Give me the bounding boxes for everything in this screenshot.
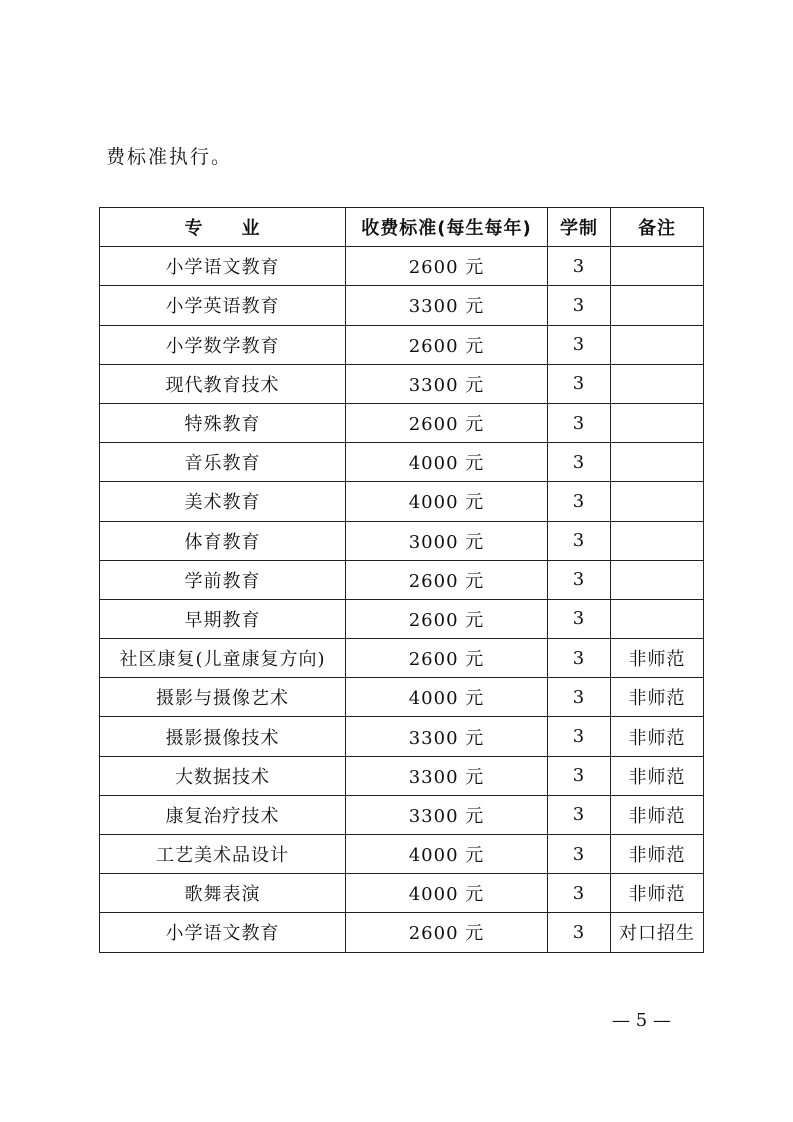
cell-fee: 2600 元 xyxy=(346,913,548,952)
cell-remarks xyxy=(611,599,704,638)
cell-major: 工艺美术品设计 xyxy=(100,835,346,874)
cell-duration: 3 xyxy=(548,325,611,364)
cell-duration: 3 xyxy=(548,678,611,717)
cell-remarks xyxy=(611,443,704,482)
cell-fee: 4000 元 xyxy=(346,874,548,913)
cell-fee: 2600 元 xyxy=(346,403,548,442)
cell-major: 学前教育 xyxy=(100,560,346,599)
cell-fee: 4000 元 xyxy=(346,482,548,521)
cell-duration: 3 xyxy=(548,443,611,482)
cell-major: 体育教育 xyxy=(100,521,346,560)
cell-remarks: 对口招生 xyxy=(611,913,704,952)
cell-remarks xyxy=(611,521,704,560)
cell-major: 音乐教育 xyxy=(100,443,346,482)
cell-duration: 3 xyxy=(548,835,611,874)
cell-fee: 3300 元 xyxy=(346,364,548,403)
cell-duration: 3 xyxy=(548,247,611,286)
cell-fee: 2600 元 xyxy=(346,560,548,599)
cell-duration: 3 xyxy=(548,521,611,560)
cell-fee: 4000 元 xyxy=(346,443,548,482)
cell-major: 康复治疗技术 xyxy=(100,795,346,834)
table-row xyxy=(100,639,704,678)
cell-remarks xyxy=(611,364,704,403)
table-row xyxy=(100,835,704,874)
table-row xyxy=(100,599,704,638)
cell-remarks: 非师范 xyxy=(611,795,704,834)
cell-fee: 2600 元 xyxy=(346,639,548,678)
table-row xyxy=(100,325,704,364)
table-row xyxy=(100,403,704,442)
cell-remarks xyxy=(611,247,704,286)
cell-remarks xyxy=(611,286,704,325)
cell-fee: 4000 元 xyxy=(346,678,548,717)
table-body xyxy=(100,247,704,952)
cell-duration: 3 xyxy=(548,795,611,834)
page-number: — 5 — xyxy=(612,1010,671,1031)
cell-fee: 2600 元 xyxy=(346,247,548,286)
cell-major: 特殊教育 xyxy=(100,403,346,442)
table-row xyxy=(100,286,704,325)
cell-major: 小学数学教育 xyxy=(100,325,346,364)
table-row xyxy=(100,913,704,952)
cell-remarks: 非师范 xyxy=(611,874,704,913)
cell-fee: 4000 元 xyxy=(346,835,548,874)
cell-remarks xyxy=(611,325,704,364)
cell-major: 早期教育 xyxy=(100,599,346,638)
cell-major: 小学语文教育 xyxy=(100,913,346,952)
table-row xyxy=(100,756,704,795)
cell-remarks: 非师范 xyxy=(611,756,704,795)
cell-major: 小学英语教育 xyxy=(100,286,346,325)
table-row xyxy=(100,795,704,834)
cell-fee: 3300 元 xyxy=(346,756,548,795)
table-row xyxy=(100,717,704,756)
table-row xyxy=(100,482,704,521)
cell-major: 大数据技术 xyxy=(100,756,346,795)
header-remarks: 备注 xyxy=(611,208,704,247)
cell-remarks: 非师范 xyxy=(611,835,704,874)
cell-remarks xyxy=(611,560,704,599)
cell-duration: 3 xyxy=(548,913,611,952)
cell-remarks: 非师范 xyxy=(611,639,704,678)
cell-fee: 3300 元 xyxy=(346,717,548,756)
cell-major: 美术教育 xyxy=(100,482,346,521)
cell-duration: 3 xyxy=(548,403,611,442)
cell-duration: 3 xyxy=(548,482,611,521)
table-row xyxy=(100,521,704,560)
table-row xyxy=(100,874,704,913)
cell-duration: 3 xyxy=(548,286,611,325)
cell-remarks: 非师范 xyxy=(611,678,704,717)
table-row xyxy=(100,678,704,717)
paragraph-continuation: 费标准执行。 xyxy=(106,146,233,168)
cell-major: 现代教育技术 xyxy=(100,364,346,403)
cell-fee: 3300 元 xyxy=(346,795,548,834)
cell-duration: 3 xyxy=(548,560,611,599)
cell-fee: 3300 元 xyxy=(346,286,548,325)
cell-fee: 3000 元 xyxy=(346,521,548,560)
table-row xyxy=(100,247,704,286)
cell-remarks xyxy=(611,403,704,442)
cell-duration: 3 xyxy=(548,364,611,403)
header-fee: 收费标准(每生每年) xyxy=(346,208,548,247)
table-row xyxy=(100,560,704,599)
cell-fee: 2600 元 xyxy=(346,325,548,364)
header-duration: 学制 xyxy=(548,208,611,247)
cell-duration: 3 xyxy=(548,717,611,756)
cell-major: 摄影摄像技术 xyxy=(100,717,346,756)
cell-major: 小学语文教育 xyxy=(100,247,346,286)
cell-duration: 3 xyxy=(548,756,611,795)
cell-fee: 2600 元 xyxy=(346,599,548,638)
cell-major: 歌舞表演 xyxy=(100,874,346,913)
table-row xyxy=(100,364,704,403)
cell-major: 摄影与摄像艺术 xyxy=(100,678,346,717)
cell-duration: 3 xyxy=(548,874,611,913)
table-header-row xyxy=(100,208,704,247)
table-row xyxy=(100,443,704,482)
fee-table xyxy=(99,207,704,953)
cell-remarks xyxy=(611,482,704,521)
cell-remarks: 非师范 xyxy=(611,717,704,756)
cell-duration: 3 xyxy=(548,639,611,678)
cell-major: 社区康复(儿童康复方向) xyxy=(100,639,346,678)
header-major: 专 业 xyxy=(100,208,346,247)
cell-duration: 3 xyxy=(548,599,611,638)
